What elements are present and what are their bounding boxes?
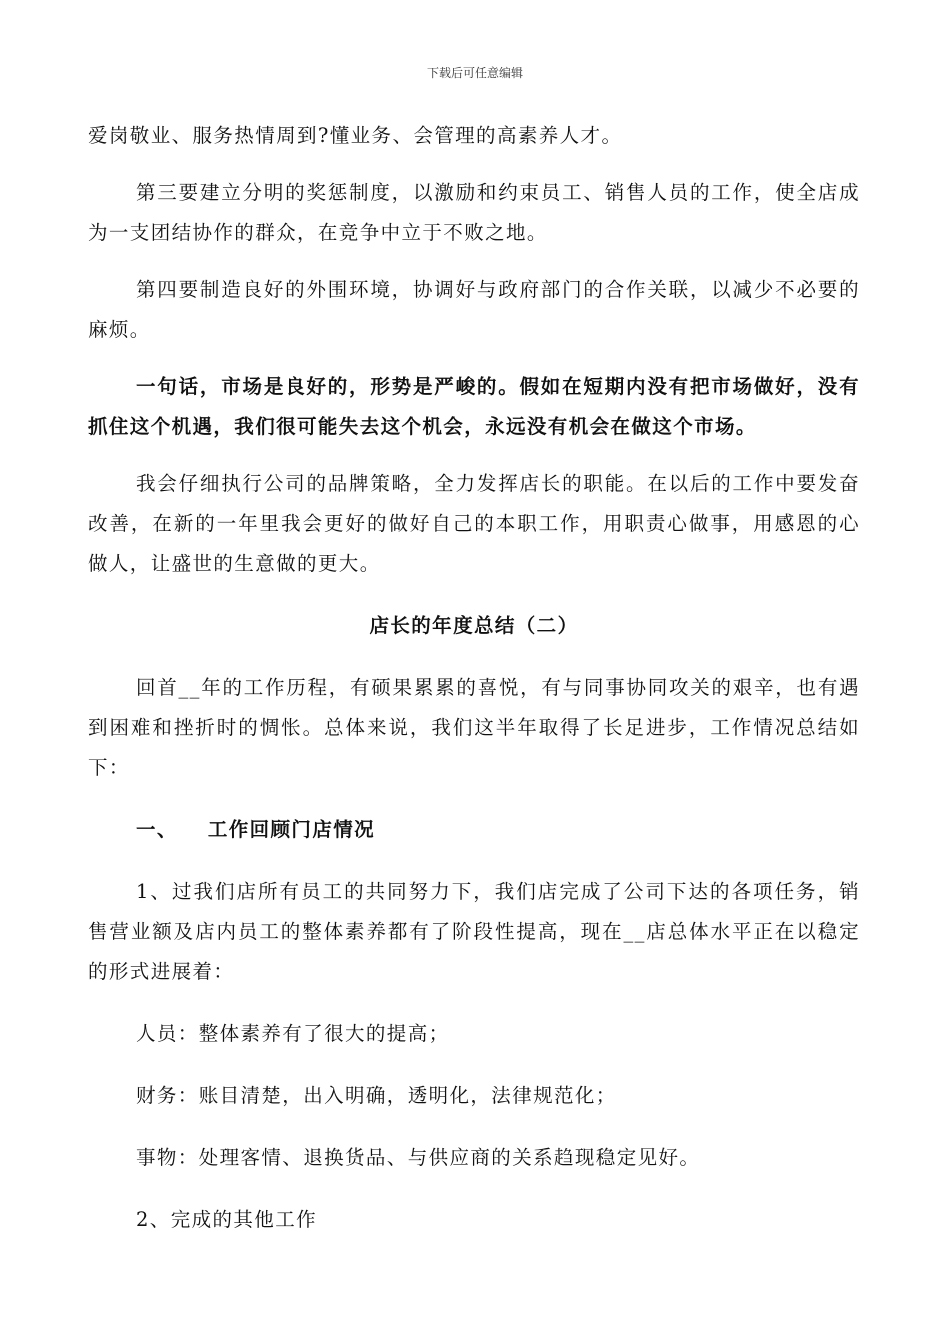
- subsection-title: 工作回顾门店情况: [207, 818, 376, 841]
- subsection-number: 一、: [136, 818, 178, 841]
- paragraph-commitment: 我会仔细执行公司的品牌策略，全力发挥店长的职能。在以后的工作中要发奋改善，在新的一年里我会更好的做好自己的本职工作，用职责心做事，用感恩的心做人，让盛世的生意做的更大。: [88, 472, 860, 575]
- page-header: 下载后可任意编辑: [426, 66, 523, 80]
- paragraph-other-work: 2、完成的其他工作: [136, 1208, 318, 1231]
- paragraph-third-point: 第三要建立分明的奖惩制度，以激励和约束员工、销售人员的工作，使全店成为一支团结协作的群众，在竞争中立于不败之地。: [88, 181, 860, 244]
- section-title: 店长的年度总结（二）: [369, 614, 579, 637]
- paragraph-review-intro: 回首__年的工作历程，有硕果累累的喜悦，有与同事协同攻关的艰辛，也有遇到困难和挫折时的惆怅。总体来说，我们这半年取得了长足进步，工作情况总结如下：: [88, 676, 860, 779]
- paragraph-finance: 财务：账目清楚，出入明确，透明化，法律规范化；: [136, 1084, 617, 1107]
- paragraph-continuation: 爱岗敬业、服务热情周到?懂业务、会管理的高素养人才。: [88, 124, 623, 147]
- subsection-heading: [88, 810, 860, 850]
- paragraph-store-status: 1、过我们店所有员工的共同努力下，我们店完成了公司下达的各项任务，销售营业额及店内员工的整体素养都有了阶段性提高，现在__店总体水平正在以稳定的形式进展着：: [88, 880, 860, 983]
- document-body: [88, 116, 860, 1240]
- paragraph-fourth-point: 第四要制造良好的外围环境，协调好与政府部门的合作关联，以减少不必要的麻烦。: [88, 278, 860, 341]
- paragraph-affairs: 事物：处理客情、退换货品、与供应商的关系趋现稳定见好。: [136, 1146, 701, 1169]
- paragraph-market-summary: 一句话，市场是良好的，形势是严峻的。假如在短期内没有把市场做好，没有抓住这个机遇，我们很可能失去这个机会，永远没有机会在做这个市场。: [88, 375, 860, 438]
- paragraph-staff: 人员：整体素养有了很大的提高；: [136, 1022, 450, 1045]
